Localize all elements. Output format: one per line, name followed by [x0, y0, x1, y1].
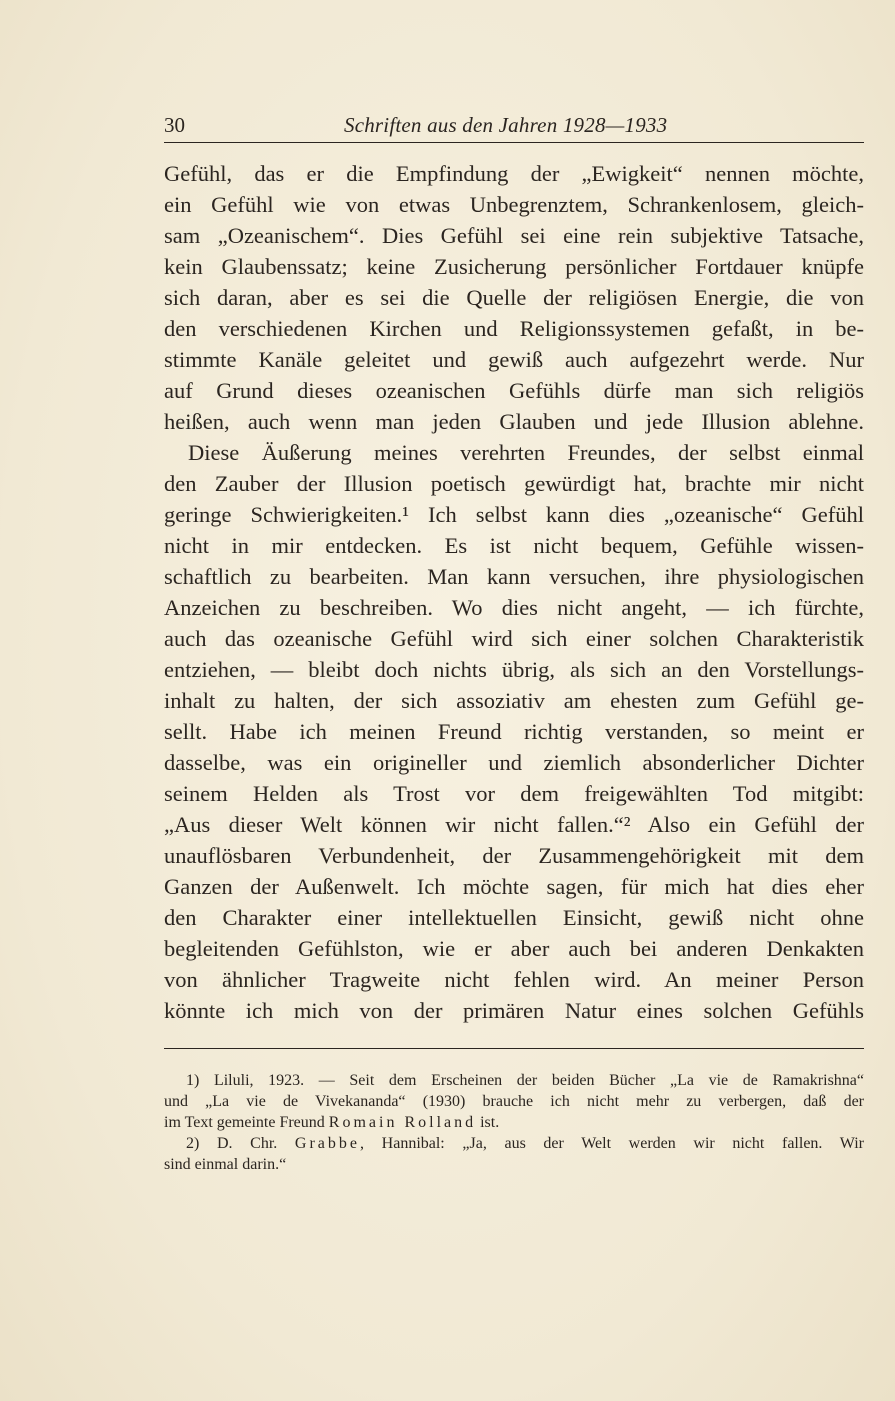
- text-line: begleitenden Gefühlston, wie er aber auch bei anderen Denkakten: [164, 936, 864, 961]
- footnote-name-romain-rolland: Romain Rolland: [328, 1114, 477, 1131]
- page-header: [164, 113, 864, 143]
- footnote-rule: [164, 1048, 864, 1049]
- text-line: auch das ozeanische Gefühl wird sich einer solchen Charakteristik: [164, 626, 864, 651]
- text-line: schaftlich zu bearbeiten. Man kann versuchen, ihre physiologischen: [164, 564, 864, 589]
- text-line: könnte ich mich von der primären Natur eines solchen Gefühls: [164, 998, 864, 1023]
- header-rule: [164, 142, 864, 143]
- text-line: „Aus dieser Welt können wir nicht fallen.“² Also ein Gefühl der: [164, 812, 864, 837]
- text-line: den Charakter einer intellektuellen Einsicht, gewiß nicht ohne: [164, 905, 864, 930]
- text-line: von ähnlicher Tragweite nicht fehlen wird. An meiner Person: [164, 967, 864, 992]
- text-line: Anzeichen zu beschreiben. Wo dies nicht angeht, — ich fürchte,: [164, 595, 864, 620]
- text-line: den Zauber der Illusion poetisch gewürdigt hat, brachte mir nicht: [164, 471, 864, 496]
- footnote-text: 2) D. Chr.: [186, 1135, 295, 1152]
- text-line: dasselbe, was ein origineller und ziemlich absonderlicher Dichter: [164, 750, 864, 775]
- main-text: [164, 158, 864, 1026]
- footnote-1-line: und „La vie de Vivekananda“ (1930) brauche ich nicht mehr zu verbergen, daß der: [164, 1093, 864, 1110]
- text-line: den verschiedenen Kirchen und Religionssystemen gefaßt, in be-: [164, 316, 864, 341]
- footnote-1-line: 1) Liluli, 1923. — Seit dem Erscheinen der beiden Bücher „La vie de Ramakrishna“: [186, 1072, 864, 1089]
- text-line: ein Gefühl wie von etwas Unbegrenztem, Schrankenlosem, gleich-: [164, 192, 864, 217]
- text-line: stimmte Kanäle geleitet und gewiß auch aufgezehrt werde. Nur: [164, 347, 864, 372]
- text-line: sich daran, aber es sei die Quelle der religiösen Energie, die von: [164, 285, 864, 310]
- text-line: kein Glaubenssatz; keine Zusicherung persönlicher Fortdauer knüpfe: [164, 254, 864, 279]
- footnotes: [164, 1070, 864, 1175]
- footnote-2-line: sind einmal darin.“: [164, 1156, 287, 1173]
- paragraph-first-line: Diese Äußerung meines verehrten Freundes, der selbst einmal: [188, 440, 864, 465]
- text-line: inhalt zu halten, der sich assoziativ am ehesten zum Gefühl ge-: [164, 688, 864, 713]
- footnote-2-line: [164, 1133, 864, 1154]
- text-line: nicht in mir entdecken. Es ist nicht bequem, Gefühle wissen-: [164, 533, 864, 558]
- text-line: Ganzen der Außenwelt. Ich möchte sagen, für mich hat dies eher: [164, 874, 864, 899]
- footnote-text: ist.: [476, 1114, 500, 1131]
- text-line: Gefühl, das er die Empfindung der „Ewigkeit“ nennen möchte,: [164, 161, 864, 186]
- text-line: unauflösbaren Verbundenheit, der Zusammengehörigkeit mit dem: [164, 843, 864, 868]
- footnote-text: , Hannibal: „Ja, aus der Welt werden wir nicht fallen. Wir: [360, 1135, 864, 1152]
- text-line: sam „Ozeanischem“. Dies Gefühl sei eine rein subjektive Tatsache,: [164, 223, 864, 248]
- text-line: heißen, auch wenn man jeden Glauben und jede Illusion ablehne.: [164, 409, 864, 434]
- footnote-text: im Text gemeinte Freund: [164, 1114, 329, 1131]
- page-number: 30: [164, 113, 185, 137]
- text-line: seinem Helden als Trost vor dem freigewählten Tod mitgibt:: [164, 781, 864, 806]
- running-title: Schriften aus den Jahren 1928—1933: [344, 113, 668, 137]
- text-line: sellt. Habe ich meinen Freund richtig verstanden, so meint er: [164, 719, 864, 744]
- text-line: entziehen, — bleibt doch nichts übrig, als sich an den Vorstellungs-: [164, 657, 864, 682]
- footnote-name-grabbe: Grabbe: [294, 1135, 361, 1152]
- text-line: geringe Schwierigkeiten.¹ Ich selbst kann dies „ozeanische“ Gefühl: [164, 502, 864, 527]
- text-line: auf Grund dieses ozeanischen Gefühls dürfe man sich religiös: [164, 378, 864, 403]
- footnote-1-line: [164, 1112, 864, 1133]
